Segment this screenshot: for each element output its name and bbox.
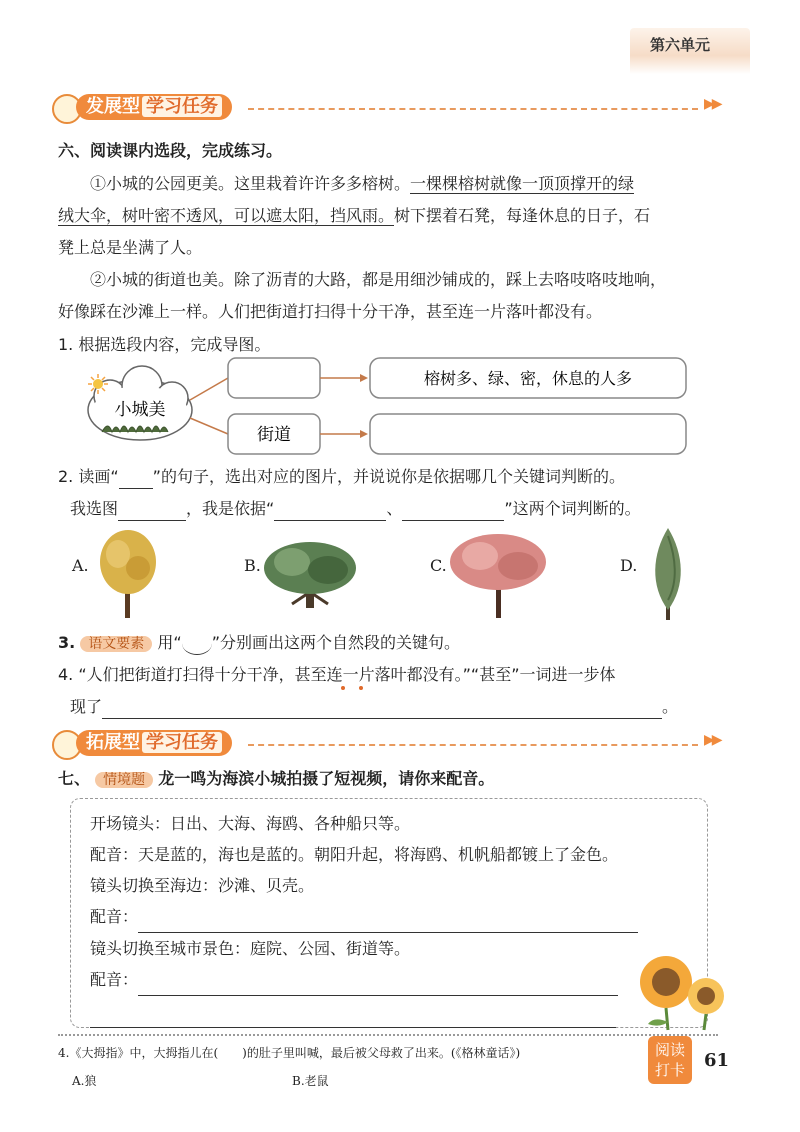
q7-tag: 情境题 — [95, 772, 153, 788]
sub4-end: 。 — [662, 697, 679, 716]
tree-b-image[interactable] — [262, 536, 358, 612]
sub2-a: 2. 读画“ — [58, 467, 119, 486]
sub4-line1: 4. “人们把街道打扫得十分干净，甚至连一片落叶都没有。”“甚至”一词进一步体 — [58, 665, 616, 684]
tree-c-image[interactable] — [448, 530, 550, 618]
badge-line-a: 阅读 — [654, 1041, 685, 1059]
reading-checkin-badge[interactable] — [648, 1036, 692, 1084]
wavy-underline-sample — [182, 632, 212, 655]
p1-e: 凳上总是坐满了人。 — [58, 238, 203, 257]
sub2-line2-b: ，我是依据“ — [186, 499, 275, 518]
sub3-tag: 语文要素 — [80, 636, 152, 652]
map-box-mid1[interactable] — [228, 358, 320, 398]
dubbing-3-label: 配音： — [90, 970, 139, 989]
section-title-pill — [76, 730, 232, 756]
q7-title: 龙一鸣为海滨小城拍摄了短视频，请你来配音。 — [158, 769, 495, 788]
section-divider — [248, 108, 698, 110]
section-title-a: 发展型 — [86, 96, 140, 117]
passage — [58, 168, 728, 328]
footer-question: 4.《大拇指》中，大拇指儿在( )的肚子里叫喊，最后被父母救了出来。(《格林童话》) — [58, 1046, 521, 1060]
sub1: 1. 根据选段内容，完成导图。 — [58, 335, 271, 354]
map-box-right2[interactable] — [370, 414, 686, 454]
tree-a-image[interactable] — [92, 528, 164, 620]
dubbing-2-label: 配音： — [90, 907, 139, 926]
choice-blank[interactable] — [118, 498, 186, 521]
map-right1-label: 榕树多、绿、密，休息的人多 — [423, 369, 633, 388]
p2-b: 好像踩在沙滩上一样。人们把街道打扫得十分干净，甚至连一片落叶都没有。 — [58, 302, 603, 321]
scene-1: 开场镜头：日出、大海、海鸥、各种船只等。 — [90, 814, 411, 833]
map-mid2-label: 街道 — [257, 425, 291, 445]
section-title-a: 拓展型 — [86, 732, 140, 753]
footer-divider — [58, 1034, 718, 1036]
q7-num: 七、 — [58, 769, 91, 788]
section-title-b: 学习任务 — [142, 96, 222, 117]
option-c-label: C. — [430, 556, 447, 575]
scene-3: 镜头切换至城市景色：庭院、公园、街道等。 — [90, 939, 411, 958]
sub2-b: ”的句子，选出对应的图片，并说说你是依据哪几个关键词判断的。 — [152, 467, 625, 486]
option-a-label: A. — [72, 556, 89, 575]
arrow-head-bottom — [360, 430, 368, 438]
sub3-b: ”分别画出这两个自然段的关键句。 — [211, 633, 460, 652]
badge-line-b: 打卡 — [654, 1061, 685, 1079]
sub3-a: 用“ — [157, 633, 182, 652]
sub4-answer-blank[interactable] — [102, 696, 662, 719]
map-center-label: 小城美 — [114, 400, 166, 420]
section-header-extension — [52, 728, 732, 762]
p1-underlined-c: 绒大伞，树叶密不透风，可以遮太阳，挡风雨。 — [58, 206, 395, 225]
sun-icon — [88, 374, 108, 394]
page-number: 61 — [704, 1050, 730, 1071]
arrow-head-top — [360, 374, 368, 382]
section-title-pill — [76, 94, 232, 120]
footer-option-b: B.老鼠 — [292, 1074, 329, 1088]
section-header-development — [52, 92, 732, 126]
sub4-line2 — [70, 696, 740, 719]
unit-tab — [630, 28, 750, 74]
keyword-blank-2[interactable] — [402, 498, 504, 521]
dubbing-3-blank[interactable] — [138, 964, 618, 996]
emphasis-dots — [341, 686, 381, 692]
sub3-num: 3. — [58, 633, 76, 652]
sunflower-icon — [626, 952, 726, 1032]
sub2-underline-sample — [119, 466, 153, 489]
sub2-line2 — [70, 498, 750, 521]
dubbing-3-blank-2[interactable] — [90, 996, 616, 1028]
scene-2: 镜头切换至海边：沙滩、贝壳。 — [90, 876, 315, 895]
option-d-label: D. — [620, 556, 638, 575]
p2-a: ②小城的街道也美。除了沥青的大路，都是用细沙铺成的，踩上去咯吱咯吱地响， — [90, 270, 667, 289]
tree-d-image[interactable] — [644, 526, 692, 622]
mind-map — [80, 356, 700, 466]
section-title-b: 学习任务 — [142, 732, 222, 753]
p1-underlined-b: 一棵棵榕树就像一顶顶撑开的绿 — [410, 174, 635, 193]
option-b-label: B. — [244, 556, 261, 575]
sub2-line1 — [58, 466, 738, 489]
p1-a: ①小城的公园更美。这里栽着许许多多榕树。 — [90, 174, 411, 193]
keyword-blank-1[interactable] — [274, 498, 386, 521]
dubbing-content — [90, 808, 700, 1028]
sub2-line2-a: 我选图 — [70, 499, 119, 518]
section-divider — [248, 744, 698, 746]
dubbing-1: 配音：天是蓝的，海也是蓝的。朝阳升起，将海鸥、机帆船都镀上了金色。 — [90, 845, 619, 864]
branch-bottom — [190, 418, 228, 434]
footer-option-a: A.狼 — [72, 1074, 97, 1088]
q6-title: 六、阅读课内选段，完成练习。 — [58, 141, 283, 160]
sub2-line2-c: 、 — [386, 499, 403, 518]
double-arrow-icon: ▶▶ — [704, 96, 720, 112]
sub2-line2-d: ”这两个词判断的。 — [504, 499, 641, 518]
dubbing-2-blank[interactable] — [138, 901, 638, 933]
double-arrow-icon: ▶▶ — [704, 732, 720, 748]
sub3-line — [58, 632, 460, 655]
p1-d: 树下摆着石凳，每逢休息的日子，石 — [394, 206, 651, 225]
sub4-b: 现了 — [70, 697, 103, 716]
q7-title-line — [58, 768, 738, 791]
branch-top — [190, 378, 228, 400]
unit-label: 第六单元 — [650, 36, 711, 54]
